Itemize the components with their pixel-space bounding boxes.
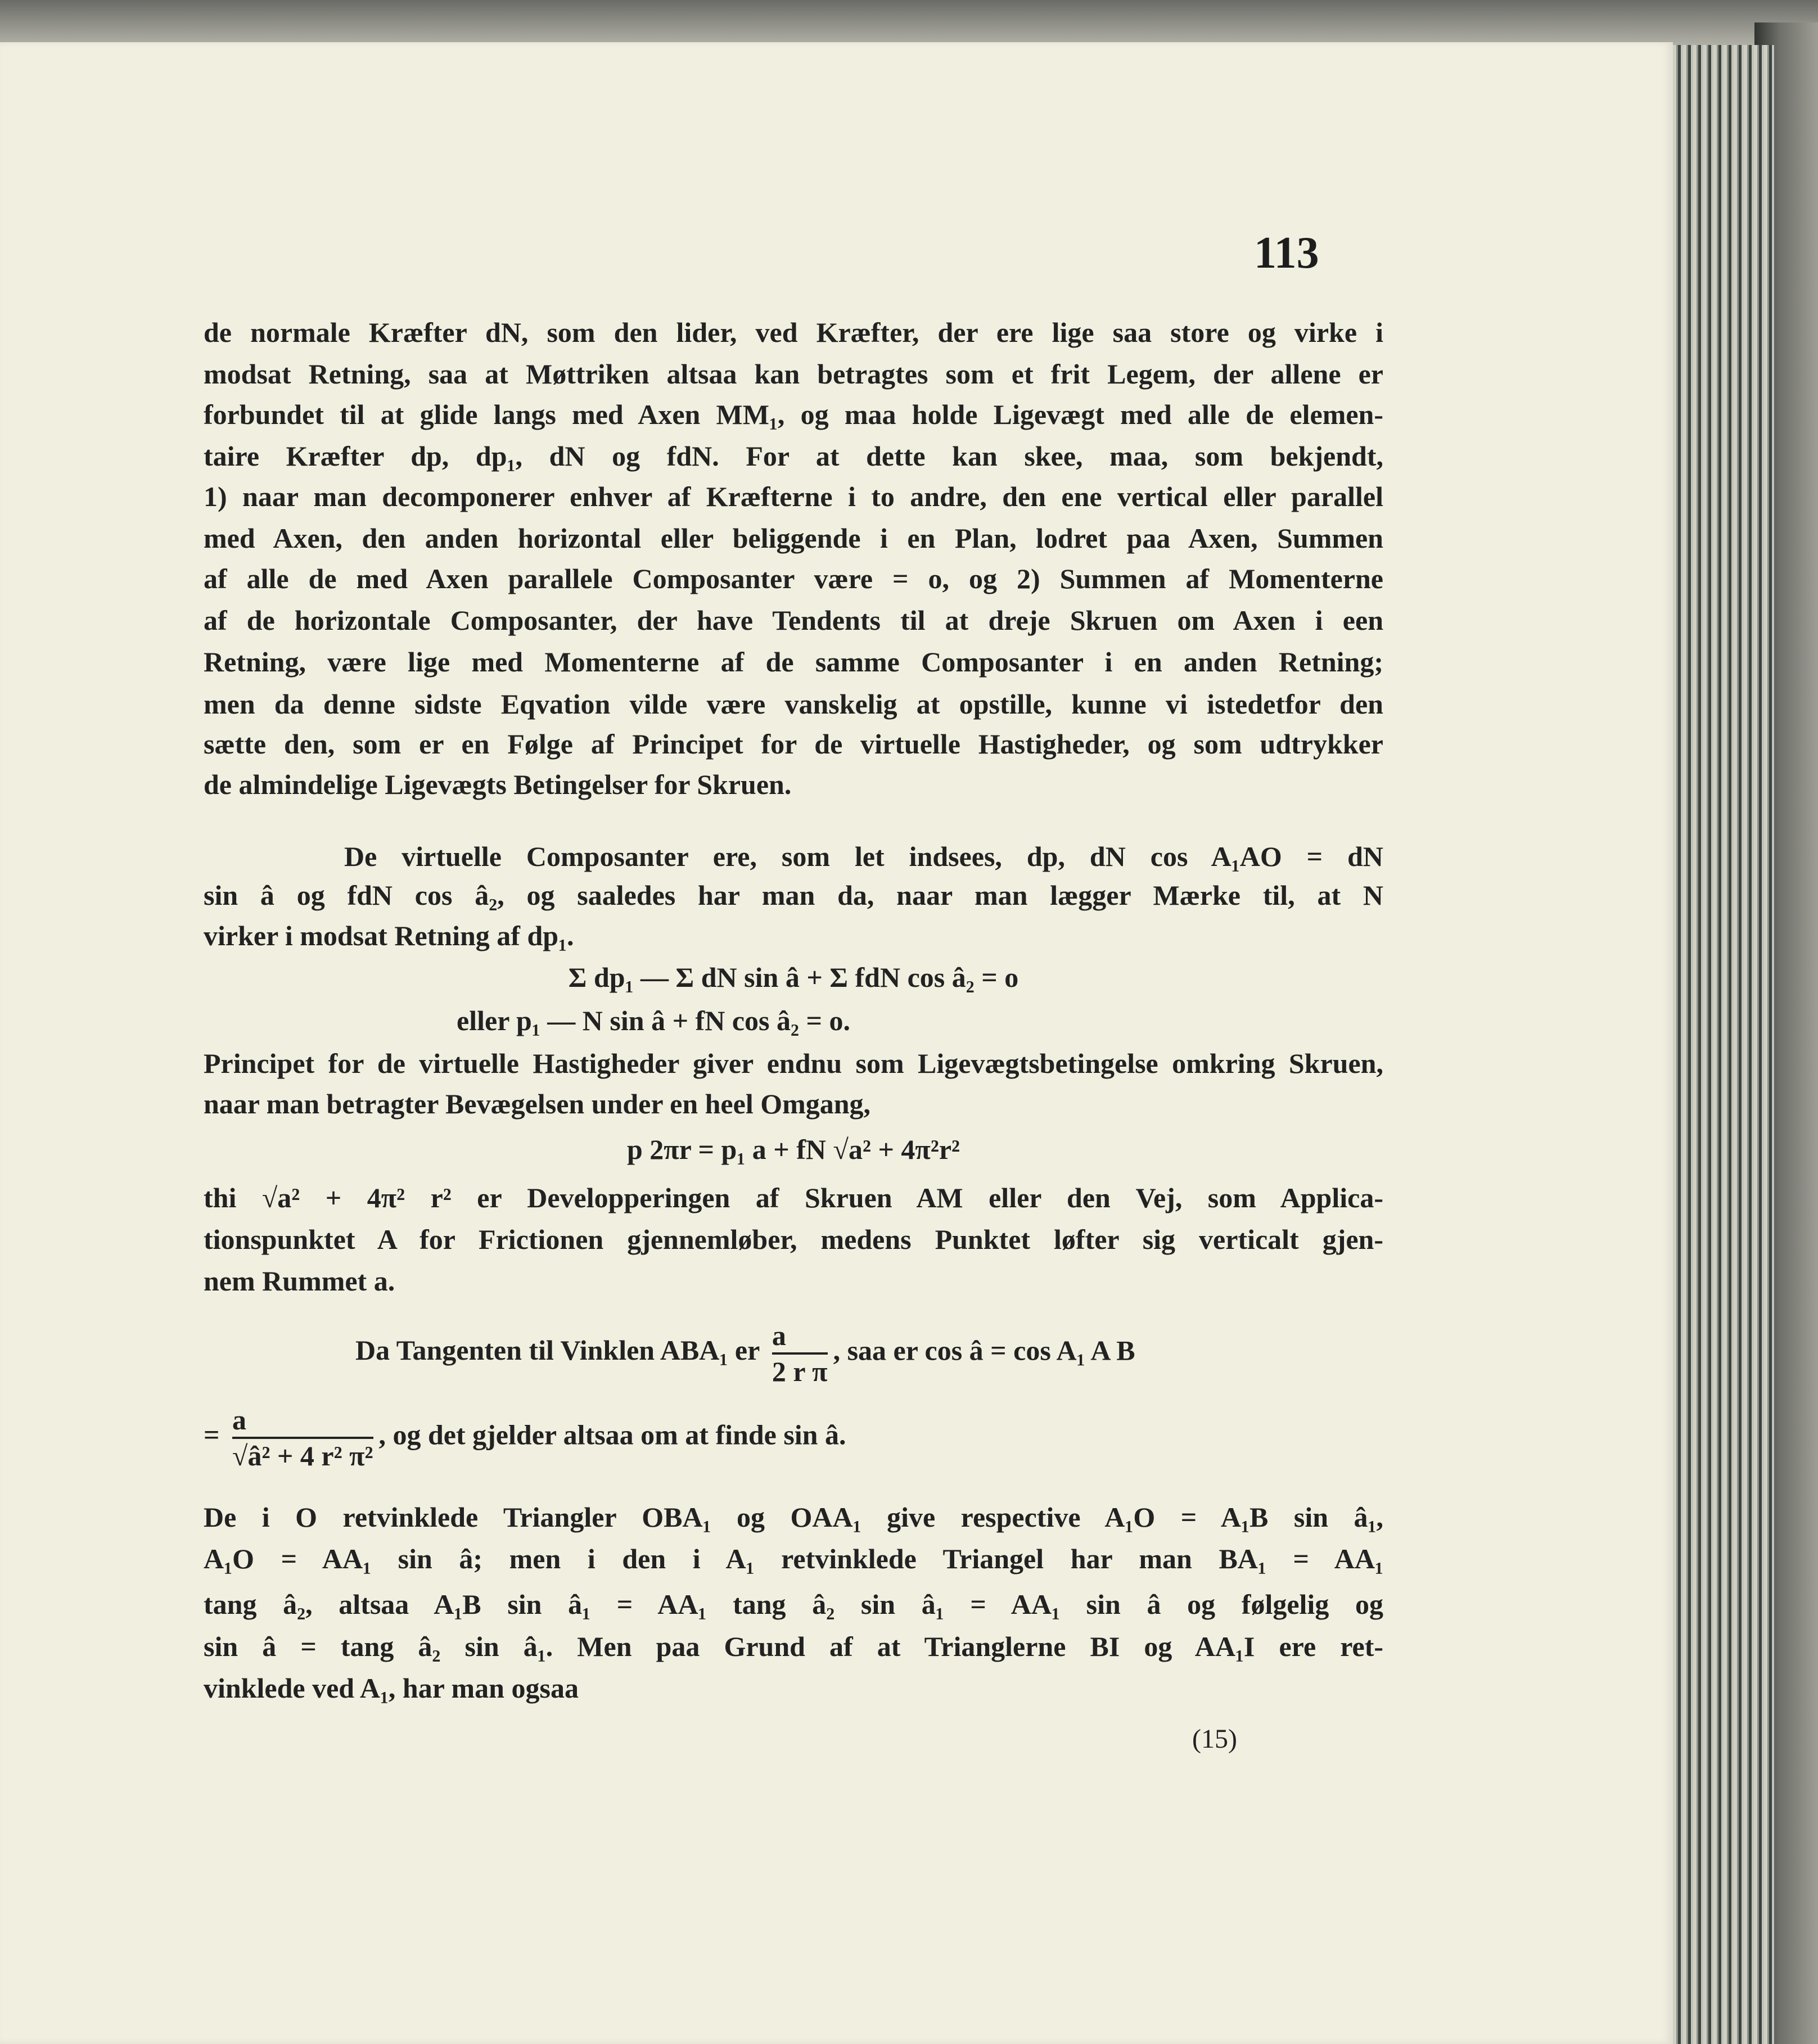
eq1-post: , saa er cos â = cos A₁ A B xyxy=(833,1334,1135,1366)
text-line: Principet for de virtuelle Hastigheder giver endnu som Ligevægtsbetingelse omkring Skruen, xyxy=(204,1048,1383,1080)
text-line: af alle de med Axen parallele Composanter være = o, og 2) Summen af Momenterne xyxy=(204,563,1383,595)
page-edges xyxy=(1673,45,1774,2044)
text-line: modsat Retning, saa at Møttriken altsaa kan betragtes som et frit Legem, der allene er xyxy=(204,358,1383,390)
text-line: 1) naar man decomponerer enhver af Kræfterne i to andre, den ene vertical eller parallel xyxy=(204,481,1383,513)
text-line: med Axen, den anden horizontal eller beliggende i en Plan, lodret paa Axen, Summen xyxy=(204,522,1383,554)
numerator: a xyxy=(232,1404,246,1436)
eq1-pre: Da Tangenten til Vinklen ABA₁ er xyxy=(355,1334,760,1366)
text-line: tionspunktet A for Frictionen gjennemløber, medens Punktet løfter sig verticalt gjen- xyxy=(204,1224,1383,1256)
denominator: √â² + 4 r² π² xyxy=(232,1437,373,1473)
fraction xyxy=(772,1319,828,1388)
equation-tangent xyxy=(204,1319,1383,1388)
text-line: thi √a² + 4π² r² er Developperingen af Skruen AM eller den Vej, som Applica- xyxy=(204,1182,1383,1214)
eq2-post: , og det gjelder altsaa om at finde sin â. xyxy=(378,1419,846,1451)
text-line: A₁O = AA₁ sin â; men i den i A₁ retvinklede Triangel har man BA₁ = AA₁ xyxy=(204,1543,1383,1575)
text-line: sin â og fdN cos â₂, og saaledes har man da, naar man lægger Mærke til, at N xyxy=(204,879,1383,912)
text-line: sin â = tang â₂ sin â₁. Men paa Grund af at Trianglerne BI og AA₁I ere ret- xyxy=(204,1630,1383,1662)
text-line: forbundet til at glide langs med Axen MM₁, og maa holde Ligevægt med alle de elemen- xyxy=(204,398,1383,430)
denominator: 2 r π xyxy=(772,1352,828,1388)
text-line: de normale Kræfter dN, som den lider, ved Kræfter, der ere lige saa store og virke i xyxy=(204,316,1383,348)
eq2-pre: = xyxy=(204,1419,220,1451)
signature-mark: (15) xyxy=(1192,1724,1237,1754)
text-line: de almindelige Ligevægts Betingelser for Skruen. xyxy=(204,769,792,801)
text-line: Σ dp₁ — Σ dN sin â + Σ fdN cos â₂ = o xyxy=(568,962,1019,994)
text-line: sætte den, som er en Følge af Principet for de virtuelle Hastigheder, og som udtrykker xyxy=(204,728,1383,760)
text-line: Retning, være lige med Momenterne af de samme Composanter i en anden Retning; xyxy=(204,646,1383,678)
text-line: vinklede ved A₁, har man ogsaa xyxy=(204,1672,579,1704)
text-line: p 2πr = p₁ a + fN √a² + 4π²r² xyxy=(626,1134,960,1166)
text-line: eller p₁ — N sin â + fN cos â₂ = o. xyxy=(457,1004,850,1036)
text-line: tang â₂, altsaa A₁B sin â₁ = AA₁ tang â₂ sin â₁ = AA₁ sin â og følgelig og xyxy=(204,1589,1383,1621)
numerator: a xyxy=(772,1320,786,1351)
text-line: nem Rummet a. xyxy=(204,1265,395,1297)
text-line: virker i modsat Retning af dp₁. xyxy=(204,920,574,952)
text-line: af de horizontale Composanter, der have Tendents til at dreje Skruen om Axen i een xyxy=(204,604,1383,637)
page-number: 113 xyxy=(1254,228,1319,278)
text-line: De virtuelle Composanter ere, som let indsees, dp, dN cos A₁AO = dN xyxy=(344,840,1383,872)
text-line: naar man betragter Bevægelsen under en heel Omgang, xyxy=(204,1088,871,1120)
text-line: De i O retvinklede Triangler OBA₁ og OAA₁ give respective A₁O = A₁B sin â₁, xyxy=(204,1501,1383,1533)
equation-cos xyxy=(204,1403,1383,1473)
text-line: men da denne sidste Eqvation vilde være vanskelig at opstille, kunne vi istedetfor den xyxy=(204,688,1383,720)
text-line: taire Kræfter dp, dp₁, dN og fdN. For at dette kan skee, maa, som bekjendt, xyxy=(204,440,1383,472)
fraction xyxy=(232,1403,373,1473)
